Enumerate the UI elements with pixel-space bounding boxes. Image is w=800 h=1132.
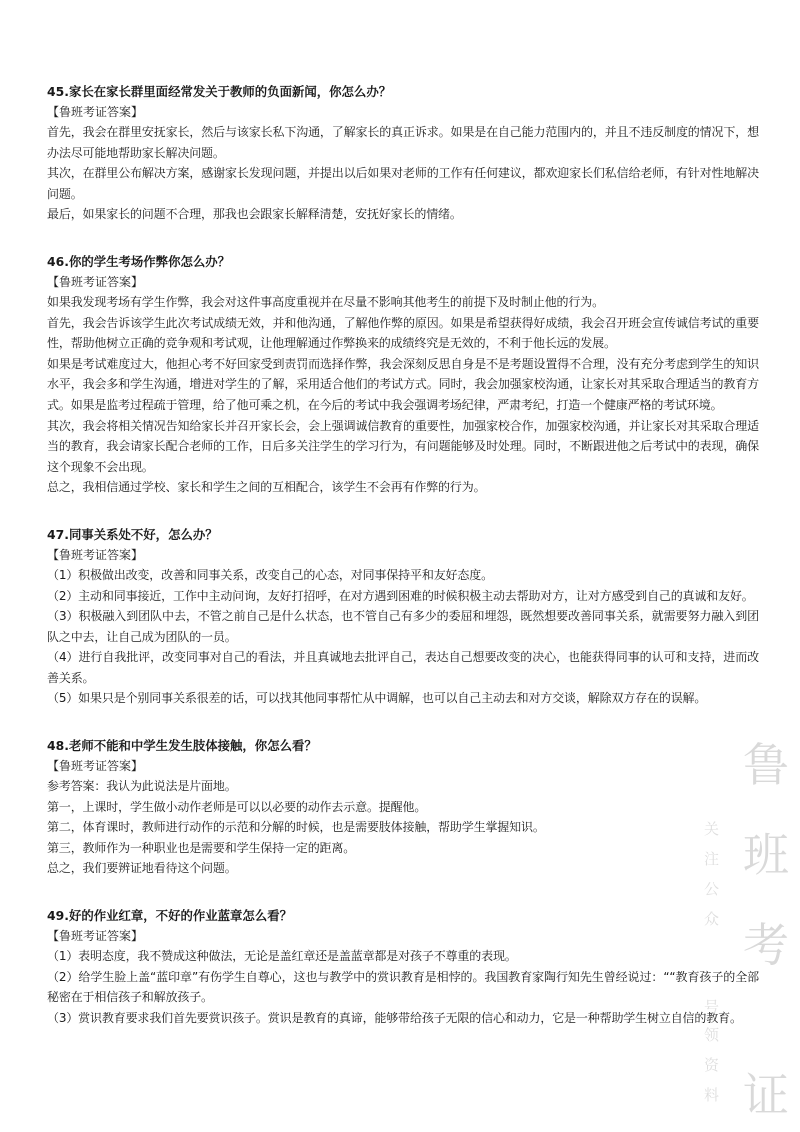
answer-paragraph: （1）积极做出改变，改善和同事关系，改变自己的心态，对同事保持平和友好态度。 bbox=[47, 567, 493, 582]
watermark-char: 鲁 bbox=[743, 738, 789, 792]
question-title: 46.你的学生考场作弊你怎么办？ bbox=[47, 253, 231, 269]
answer-paragraph: 参考答案：我认为此说法是片面地。 bbox=[47, 779, 237, 794]
question-49 bbox=[47, 906, 759, 1028]
watermark-small-char: 号 bbox=[704, 998, 720, 1016]
question-47 bbox=[47, 525, 759, 709]
answer-paragraph: 其次，在群里公布解决方案，感谢家长发现问题，并提出以后如果对老师的工作有任何建议，都欢迎家长们私信给老师，有针对性地解决问题。 bbox=[47, 166, 759, 201]
answer-paragraph: 首先，我会告诉该学生此次考试成绩无效，并和他沟通，了解他作弊的原因。如果是希望获得好成绩，我会召开班会宣传诚信考试的重要性，帮助他树立正确的竞争观和考试观，让他理解通过作弊换来的成绩终究是无效的，不利于他长远的发展。 bbox=[47, 315, 759, 351]
watermark-small-char: 众 bbox=[704, 910, 720, 928]
answer-tag: 【鲁班考证答案】 bbox=[47, 759, 144, 774]
question-46 bbox=[47, 252, 759, 498]
answer-paragraph: （2）主动和同事接近，工作中主动问询，友好打招呼，在对方遇到困难的时候积极主动去帮助对方，让对方感受到自己的真诚和友好。 bbox=[47, 588, 754, 603]
question-title: 49.好的作业红章，不好的作业蓝章怎么看？ bbox=[47, 908, 292, 924]
watermark-small-char: 注 bbox=[704, 850, 720, 868]
answer-tag: 【鲁班考证答案】 bbox=[47, 105, 144, 119]
watermark-small-char: 料 bbox=[704, 1086, 720, 1104]
watermark-small-char: 公 bbox=[704, 880, 720, 898]
document-page bbox=[47, 82, 759, 1055]
answer-tag: 【鲁班考证答案】 bbox=[47, 929, 144, 944]
question-45 bbox=[47, 82, 759, 225]
question-title: 48.老师不能和中学生发生肢体接触，你怎么看？ bbox=[47, 738, 317, 754]
answer-paragraph: （3）赏识教育要求我们首先要赏识孩子。赏识是教育的真谛，能够带给孩子无限的信心和动力，它是一种帮助学生树立自信的教育。 bbox=[47, 1010, 742, 1025]
answer-tag: 【鲁班考证答案】 bbox=[47, 547, 144, 562]
answer-paragraph: （1）表明态度，我不赞成这种做法，无论是盖红章还是盖蓝章都是对孩子不尊重的表现。 bbox=[47, 949, 517, 964]
answer-tag: 【鲁班考证答案】 bbox=[47, 274, 144, 289]
watermark-small-char: 关 bbox=[704, 820, 720, 838]
answer-paragraph: 总之，我相信通过学校、家长和学生之间的互相配合，该学生不会再有作弊的行为。 bbox=[47, 480, 486, 495]
answer-paragraph: 第三，教师作为一种职业也是需要和学生保持一定的距离。 bbox=[47, 840, 356, 855]
answer-paragraph: （3）积极融入到团队中去，不管之前自己是什么状态，也不管自己有多少的委屈和埋怨，既然想要改善同事关系，就需要努力融入到团队之中去，让自己成为团队的一员。 bbox=[47, 609, 759, 644]
question-title: 45.家长在家长群里面经常发关于教师的负面新闻，你怎么办？ bbox=[47, 84, 392, 99]
watermark-small-char: 领 bbox=[704, 1026, 720, 1044]
watermark-char: 证 bbox=[743, 1068, 789, 1122]
answer-paragraph: 总之，我们要辨证地看待这个问题。 bbox=[47, 861, 237, 876]
answer-paragraph: （2）给学生脸上盖“蓝印章”有伤学生自尊心，这也与教学中的赏识教育是相悖的。我国教育家陶行知先生曾经说过：““教育孩子的全部秘密在于相信孩子和解放孩子。 bbox=[47, 969, 759, 1005]
answer-paragraph: 第二，体育课时，教师进行动作的示范和分解的时候，也是需要肢体接触，帮助学生掌握知识。 bbox=[47, 820, 545, 835]
answer-paragraph: （5）如果只是个别同事关系很差的话，可以找其他同事帮忙从中调解，也可以自己主动去和对方交谈，解除双方存在的误解。 bbox=[47, 691, 707, 706]
watermark-char: 考 bbox=[743, 918, 789, 972]
answer-paragraph: （4）进行自我批评，改变同事对自己的看法，并且真诚地去批评自己，表达自己想要改变的决心，也能获得同事的认可和支持，进而改善关系。 bbox=[47, 650, 759, 685]
watermark-char: 班 bbox=[743, 828, 789, 882]
answer-paragraph: 如果我发现考场有学生作弊，我会对这件事高度重视并在尽量不影响其他考生的前提下及时制止他的行为。 bbox=[47, 294, 604, 309]
answer-paragraph: 最后，如果家长的问题不合理，那我也会跟家长解释清楚，安抚好家长的情绪。 bbox=[47, 207, 462, 222]
answer-paragraph: 首先，我会在群里安抚家长，然后与该家长私下沟通，了解家长的真正诉求。如果是在自己能力范围内的，并且不违反制度的情况下，想办法尽可能地帮助家长解决问题。 bbox=[47, 125, 759, 160]
answer-paragraph: 第一，上课时，学生做小动作老师是可以以必要的动作去示意。提醒他。 bbox=[47, 799, 427, 814]
question-48 bbox=[47, 736, 759, 879]
watermark-small-char: 资 bbox=[704, 1056, 720, 1074]
answer-paragraph: 如果是考试难度过大，他担心考不好回家受到责罚而选择作弊，我会深刻反思自身是不是考题设置得不合理，没有充分考虑到学生的知识水平，我会多和学生沟通，增进对学生的了解，采用适合他们的考试方式。同时，我会加强家校沟通，让家长对其采取合理适当的教育方式。如果是监考过程疏于管理，给了他可乘之机，在今后的考试中我会强调考场纪律，严肃考纪，打造一个健康严格的考试环境。 bbox=[47, 356, 759, 412]
question-title: 47.同事关系处不好，怎么办？ bbox=[47, 526, 218, 542]
answer-paragraph: 其次，我会将相关情况告知给家长并召开家长会，会上强调诚信教育的重要性，加强家校合作，加强家校沟通，并让家长对其采取合理适当的教育，我会请家长配合老师的工作，日后多关注学生的学习行为，有问题能够及时处理。同时，不断跟进他之后考试中的表现，确保这个现象不会出现。 bbox=[47, 418, 759, 474]
